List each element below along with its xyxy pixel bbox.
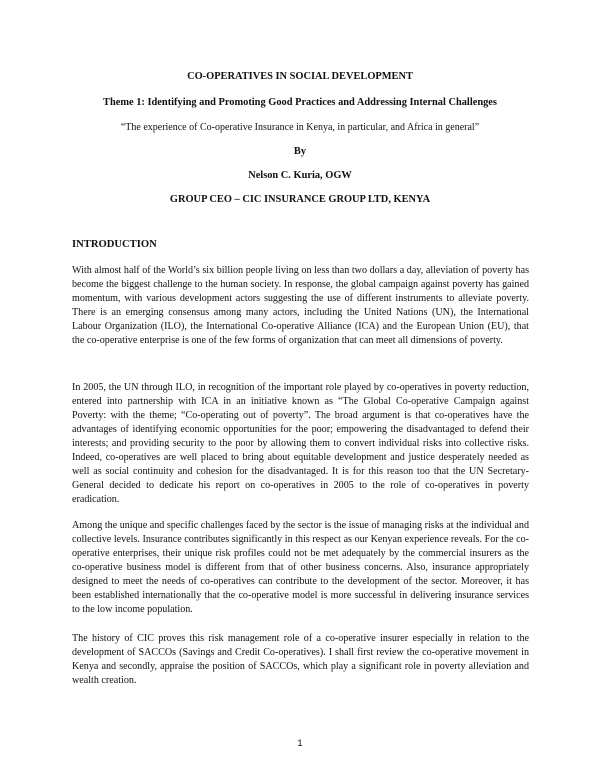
author-position: GROUP CEO – CIC INSURANCE GROUP LTD, KENYA (169, 194, 431, 205)
section-heading-introduction: INTRODUCTION (72, 239, 157, 250)
paragraph-2: In 2005, the UN through ILO, in recognition of the important role played by co-operatives in poverty reduction, entered into partnership with ICA in an initiative known as “The Global Co-operative Campaign against Poverty: with the theme; “Co-operating out of poverty”. The broad argument is that co-operatives have the advantages of identifying economic opportunities for the poor; empowering the disadvantaged to defend their interests; and providing security to the poor by allowing them to convert individual risks into collective risks. Indeed, co-operatives are well placed to bring about equitable development and justice desperately needed as well as social continuity and cohesion for the disadvantaged. It is for this reason too that the UN Secretary-General decided to dedicate his report on co-operatives in 2005 to the role of co-operatives in poverty eradication. (72, 382, 529, 505)
by-line: By (293, 146, 307, 157)
subtitle-quote: “The experience of Co-operative Insurance in Kenya, in particular, and Africa in general” (120, 122, 480, 133)
paragraph-1: With almost half of the World’s six billion people living on less than two dollars a day, alleviation of poverty has become the biggest challenge to the human society. In response, the global campaign against poverty has gained momentum, with various development actors suggesting the use of different instruments to alleviate poverty. There is an emerging consensus among many actors, including the United Nations (UN), the International Labour Organization (ILO), the International Co-operative Alliance (ICA) and the European Union (EU), that the co-operative enterprise is one of the few forms of organization that can meet all dimensions of poverty. (72, 265, 529, 346)
paragraph-3: Among the unique and specific challenges faced by the sector is the issue of managing risks at the individual and collective levels. Insurance contributes significantly in this respect as our Kenyan experience reveals. For the co-operative enterprises, their unique risk profiles could not be met adequately by the commercial insurers as the co-operative business model is different from that of other business concerns. Also, insurance appropriately designed to meet the needs of co-operatives can contribute to the development of the sector. Moreover, it has been established internationally that the co-operative model is more successful in delivering insurance services to the low income population. (72, 520, 529, 615)
page-number: 1 (297, 738, 303, 749)
theme-line: Theme 1: Identifying and Promoting Good Practices and Addressing Internal Challenges (103, 97, 497, 108)
document-title: CO-OPERATIVES IN SOCIAL DEVELOPMENT (187, 71, 413, 82)
paragraph-4: The history of CIC proves this risk management role of a co-operative insurer especially in relation to the development of SACCOs (Savings and Credit Co-operatives). I shall first review the co-operative movement in Kenya and secondly, appraise the position of SACCOs, which play a significant role in poverty alleviation and wealth creation. (72, 633, 529, 686)
author-name: Nelson C. Kuria, OGW (248, 170, 352, 181)
